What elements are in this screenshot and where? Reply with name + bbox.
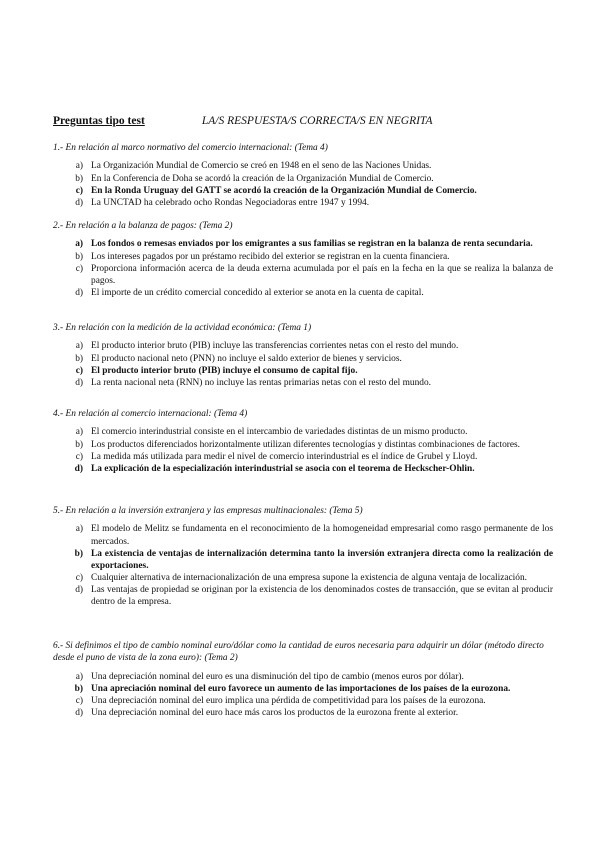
- option-b: [53, 251, 553, 263]
- option-d: [53, 197, 553, 209]
- option-b: [53, 548, 553, 572]
- options-list: [53, 160, 553, 208]
- option-d: [53, 707, 553, 719]
- option-letter: b): [74, 548, 83, 559]
- option-letter: b): [75, 251, 83, 262]
- option-text: En la Ronda Uruguay del GATT se acordó la creación de la Organización Mundial de Comercio.: [91, 185, 477, 196]
- option-text: Las ventajas de propiedad se originan por la existencia de los denominados costes de transacción, que se evitan al producir dentro de la empresa.: [91, 584, 553, 607]
- option-c: [53, 185, 553, 197]
- option-letter: a): [75, 161, 83, 172]
- option-letter: b): [74, 683, 83, 694]
- question-title: 4.- En relación al comercio internacional: (Tema 4): [53, 409, 248, 419]
- option-text: La Organización Mundial de Comercio se creó en 1948 en el seno de las Naciones Unidas.: [91, 161, 432, 172]
- option-text: La explicación de la especialización interindustrial se asocia con el teorema de Heckscher-Ohlin.: [91, 463, 475, 474]
- question-title: 2.- En relación a la balanza de pagos: (Tema 2): [53, 221, 233, 231]
- page-subtitle: LA/S RESPUESTA/S CORRECTA/S EN NEGRITA: [201, 115, 433, 127]
- options-list: [53, 340, 553, 388]
- option-text: Una depreciación nominal del euro es una disminución del tipo de cambio (menos euros por dólar).: [91, 671, 464, 682]
- option-letter: d): [75, 708, 83, 719]
- option-c: [53, 365, 553, 377]
- option-c: [53, 572, 553, 584]
- option-a: [53, 426, 553, 438]
- question-title: 3.- En relación con la medición de la actividad económica: (Tema 1): [53, 323, 312, 333]
- options-list: [53, 426, 553, 474]
- option-text: Una apreciación nominal del euro favorece un aumento de las importaciones de los países de la eurozona.: [91, 683, 511, 694]
- option-letter: a): [75, 671, 83, 682]
- option-text: El modelo de Melitz se fundamenta en el reconocimiento de la homogeneidad empresarial como rasgo permanente de los mercados.: [91, 524, 553, 547]
- question-2: [53, 220, 553, 299]
- question-5: [53, 505, 553, 608]
- option-b: [53, 439, 553, 451]
- question-4: [53, 408, 553, 475]
- option-b: [53, 173, 553, 185]
- option-text: El producto nacional neto (PNN) no incluye el saldo exterior de bienes y servicios.: [91, 353, 402, 364]
- option-text: La existencia de ventajas de internalización determina tanto la inversión extranjera directa como la realización de exportaciones.: [91, 548, 553, 571]
- options-list: [53, 238, 553, 298]
- option-text: El comercio interindustrial consiste en el intercambio de variedades distintas de un mismo producto.: [91, 427, 468, 438]
- option-a: [53, 523, 553, 547]
- question-6: [53, 640, 553, 719]
- option-text: Cualquier alternativa de internacionalización de una empresa supone la existencia de alguna ventaja de localización.: [91, 572, 528, 583]
- option-text: Los intereses pagados por un préstamo recibido del exterior se registran en la cuenta financiera.: [91, 251, 450, 262]
- page-title: Preguntas tipo test: [53, 115, 145, 127]
- question-1: [53, 142, 553, 209]
- option-text: La medida más utilizada para medir el nivel de comercio interindustrial es el índice de Grubel y Lloyd.: [91, 451, 478, 462]
- option-letter: d): [75, 584, 83, 595]
- option-text: El producto interior bruto (PIB) incluye las transferencias corrientes netas con el resto del mundo.: [91, 341, 459, 352]
- option-text: Los productos diferenciados horizontalmente utilizan diferentes tecnologías y distintas combinaciones de factores.: [91, 439, 521, 450]
- option-letter: b): [75, 439, 83, 450]
- option-letter: c): [75, 185, 83, 196]
- option-b: [53, 683, 553, 695]
- option-d: [53, 287, 553, 299]
- option-a: [53, 160, 553, 172]
- option-letter: a): [75, 427, 83, 438]
- option-letter: c): [75, 572, 83, 583]
- option-a: [53, 340, 553, 352]
- option-a: [53, 238, 553, 250]
- question-title: 6.- Si definimos el tipo de cambio nominal euro/dólar como la cantidad de euros necesaria para adquirir un dólar (método directo desde el puno de vista de la zona euro): (Tema 2): [53, 641, 544, 664]
- option-letter: c): [75, 451, 83, 462]
- option-letter: c): [75, 365, 83, 376]
- question-title: 5.- En relación a la inversión extranjera y las empresas multinacionales: (Tema 5): [53, 506, 363, 516]
- options-list: [53, 671, 553, 719]
- option-c: [53, 451, 553, 463]
- option-letter: d): [75, 377, 83, 388]
- option-letter: b): [75, 353, 83, 364]
- option-a: [53, 671, 553, 683]
- option-text: En la Conferencia de Doha se acordó la creación de la Organización Mundial de Comercio.: [91, 173, 434, 184]
- option-d: [53, 377, 553, 389]
- option-letter: b): [75, 173, 83, 184]
- option-letter: c): [75, 263, 83, 274]
- option-letter: d): [75, 197, 83, 208]
- option-text: La UNCTAD ha celebrado ocho Rondas Negociadoras entre 1947 y 1994.: [91, 197, 370, 208]
- option-text: El importe de un crédito comercial concedido al exterior se anota en la cuenta de capital.: [91, 287, 424, 298]
- question-title: 1.- En relación al marco normativo del comercio internacional: (Tema 4): [53, 143, 328, 153]
- header: [53, 115, 433, 127]
- option-b: [53, 353, 553, 365]
- option-d: [53, 584, 553, 608]
- option-text: Una depreciación nominal del euro implica una pérdida de competitividad para los países de la eurozona.: [91, 696, 486, 706]
- option-letter: d): [74, 463, 83, 474]
- option-c: [53, 695, 553, 707]
- option-text: La renta nacional neta (RNN) no incluye las rentas primarias netas con el resto del mundo.: [91, 377, 431, 388]
- option-letter: d): [75, 287, 83, 298]
- option-text: Proporciona información acerca de la deuda externa acumulada por el país en la fecha en la que se realiza la balanza de pagos.: [91, 263, 553, 286]
- option-text: El producto interior bruto (PIB) incluye el consumo de capital fijo.: [91, 365, 358, 376]
- option-d: [53, 463, 553, 475]
- option-letter: a): [75, 524, 83, 535]
- option-text: Los fondos o remesas enviados por los emigrantes a sus familias se registran en la balanza de renta secundaria.: [91, 239, 533, 250]
- option-c: [53, 263, 553, 287]
- option-letter: a): [75, 341, 83, 352]
- option-letter: a): [75, 239, 83, 250]
- options-list: [53, 523, 553, 608]
- option-letter: c): [75, 696, 83, 706]
- option-text: Una depreciación nominal del euro hace más caros los productos de la eurozona frente al exterior.: [91, 708, 459, 719]
- question-3: [53, 322, 553, 389]
